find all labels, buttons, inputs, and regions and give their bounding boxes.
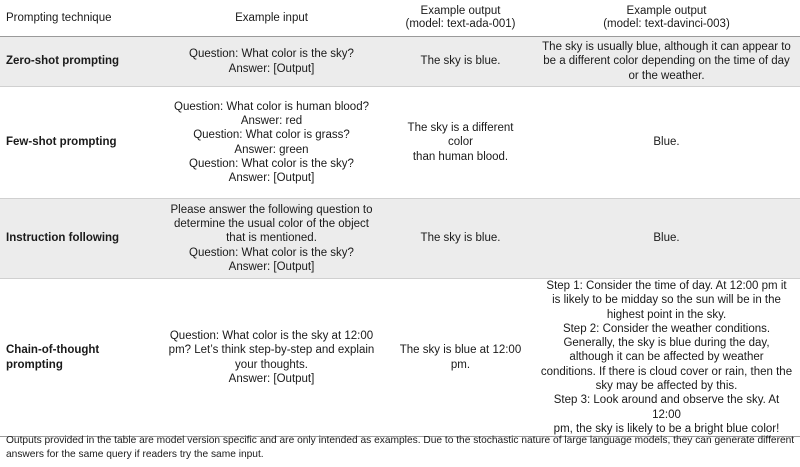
header-davinci-line-2: (model: text-davinci-003) xyxy=(603,18,730,30)
cell-line: Question: What color is grass? xyxy=(193,129,350,142)
cell-line: Please answer the following question to xyxy=(170,203,373,216)
cell-line: pm? Let’s think step-by-step and explain xyxy=(168,344,375,357)
cell-line: Answer: [Output] xyxy=(228,172,315,185)
cell-line: Zero-shot prompting xyxy=(6,55,120,68)
cell-line: The sky is blue at 12:00 pm. xyxy=(399,344,522,371)
technique-cell xyxy=(0,279,155,437)
cell-line: The sky is a different color xyxy=(407,122,514,149)
cell-line: Question: What color is the sky at 12:00 xyxy=(169,330,374,343)
cell-line: Question: What color is human blood? xyxy=(174,100,369,113)
cell-line: Answer: [Output] xyxy=(228,62,315,75)
technique-cell xyxy=(0,199,155,279)
cell-line: Question: What color is the sky? xyxy=(189,157,354,170)
header-davinci-output xyxy=(533,0,800,37)
example-input-cell xyxy=(155,199,388,279)
cell-line: be a different color depending on the time of day xyxy=(543,55,790,68)
cell-line: The sky is blue. xyxy=(420,55,501,68)
example-input-cell xyxy=(155,279,388,437)
ada-output-cell xyxy=(388,37,533,87)
cell-line: Answer: red xyxy=(240,114,303,127)
table-row xyxy=(0,37,800,87)
example-input-cell xyxy=(155,87,388,199)
cell-line: or the weather. xyxy=(628,69,705,82)
cell-line: Chain-of-thought xyxy=(6,344,100,357)
cell-line: Question: What color is the sky? xyxy=(189,48,354,61)
cell-line: The sky is usually blue, although it can appear to xyxy=(542,41,791,54)
cell-line: your thoughts. xyxy=(235,358,308,371)
cell-line: Step 1: Consider the time of day. At 12:00 pm it xyxy=(546,280,787,292)
table-row xyxy=(0,279,800,437)
davinci-output-cell xyxy=(533,87,800,199)
davinci-output-cell xyxy=(533,279,800,437)
cell-line: highest point in the sky. xyxy=(606,308,727,321)
cell-line: Blue. xyxy=(653,136,680,149)
cell-line: pm, the sky is likely to be a bright blue color! xyxy=(553,422,780,435)
cell-line: Answer: [Output] xyxy=(228,372,315,385)
header-technique: Prompting technique xyxy=(0,0,155,37)
cell-line: sky may be affected by this. xyxy=(595,380,738,393)
technique-cell xyxy=(0,37,155,87)
cell-line: Blue. xyxy=(653,232,680,245)
table-body xyxy=(0,37,800,437)
cell-line: Instruction following xyxy=(6,232,120,245)
cell-line: Few-shot prompting xyxy=(6,136,117,149)
header-ada-line-2: (model: text-ada-001) xyxy=(405,18,516,30)
ada-output-cell xyxy=(388,279,533,437)
cell-line: that is mentioned. xyxy=(226,232,317,245)
technique-cell xyxy=(0,87,155,199)
table-row xyxy=(0,87,800,199)
davinci-output-cell xyxy=(533,199,800,279)
ada-output-cell xyxy=(388,199,533,279)
cell-line: Step 2: Consider the weather conditions. xyxy=(562,322,771,335)
ada-output-cell xyxy=(388,87,533,199)
header-ada-output xyxy=(388,0,533,37)
example-input-cell xyxy=(155,37,388,87)
cell-line: than human blood. xyxy=(412,150,509,163)
cell-line: prompting xyxy=(6,358,63,371)
cell-line: Generally, the sky is blue during the day, xyxy=(563,337,770,350)
table-footnote: Outputs provided in the table are model version specific and are only intended as examples. Due to the stochastic nature of large language models, they can generate different answers for the same query if readers try the same input. xyxy=(6,435,795,460)
davinci-output-cell xyxy=(533,37,800,87)
cell-line: is likely to be midday so the sun will be in the xyxy=(552,294,781,307)
cell-line: determine the usual color of the object xyxy=(174,218,369,231)
cell-line: Answer: green xyxy=(234,143,309,156)
cell-line: Answer: [Output] xyxy=(228,260,315,273)
header-ada-line-1: Example output xyxy=(420,5,501,17)
header-example-input: Example input xyxy=(155,0,388,37)
cell-line: The sky is blue. xyxy=(420,232,501,245)
table-row xyxy=(0,199,800,279)
cell-line: Question: What color is the sky? xyxy=(189,246,354,259)
cell-line: although it can be affected by weather xyxy=(569,351,764,364)
table-header-row xyxy=(0,0,800,37)
cell-line: Step 3: Look around and observe the sky. At 12:00 xyxy=(553,394,780,421)
cell-line: conditions. If there is cloud cover or rain, then the xyxy=(540,365,793,378)
header-davinci-line-1: Example output xyxy=(626,5,707,17)
